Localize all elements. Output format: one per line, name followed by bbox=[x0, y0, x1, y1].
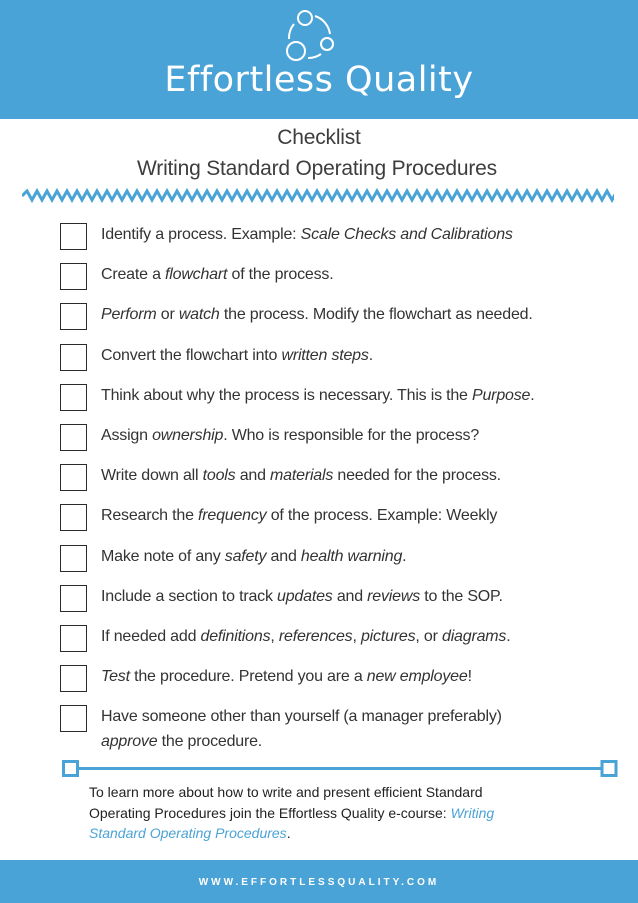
emphasis-text: written steps bbox=[281, 347, 369, 364]
checkbox[interactable] bbox=[60, 705, 87, 732]
emphasis-text: safety bbox=[224, 548, 267, 565]
text-segment: Convert the flowchart into bbox=[101, 347, 282, 364]
text-segment: or bbox=[156, 306, 179, 323]
emphasis-text: ownership bbox=[152, 427, 224, 444]
checklist-item-text bbox=[101, 423, 621, 448]
section-divider bbox=[62, 760, 618, 778]
text-segment: . bbox=[368, 347, 373, 364]
text-segment: . Who is responsible for the process? bbox=[223, 427, 480, 444]
brand-name: Effortless Quality bbox=[164, 60, 474, 100]
checklist-item-text bbox=[101, 262, 621, 287]
emphasis-text: Perform bbox=[101, 306, 157, 323]
course-promo-note bbox=[89, 782, 589, 844]
checkbox[interactable] bbox=[60, 344, 87, 371]
checkbox[interactable] bbox=[60, 625, 87, 652]
text-segment: , bbox=[352, 628, 361, 645]
text-segment: If needed add bbox=[101, 628, 201, 645]
emphasis-text: reviews bbox=[367, 588, 421, 605]
checkbox[interactable] bbox=[60, 585, 87, 612]
footer-bar bbox=[0, 860, 638, 903]
text-segment: Write down all bbox=[101, 467, 203, 484]
checklist-item-text bbox=[101, 383, 621, 408]
emphasis-text: updates bbox=[277, 588, 333, 605]
text-segment: the process. Modify the flowchart as needed. bbox=[219, 306, 533, 323]
checkbox[interactable] bbox=[60, 464, 87, 491]
checkbox[interactable] bbox=[60, 665, 87, 692]
checklist-item-text bbox=[101, 503, 621, 528]
title-subtitle: Writing Standard Operating Procedures bbox=[137, 157, 497, 180]
checkbox[interactable] bbox=[60, 303, 87, 330]
text-segment: of the process. Example: Weekly bbox=[266, 507, 498, 524]
text-segment: Research the bbox=[101, 507, 199, 524]
emphasis-text: pictures bbox=[360, 628, 416, 645]
emphasis-text: new employee bbox=[366, 668, 468, 685]
checklist-item-text bbox=[101, 624, 621, 649]
text-segment: Make note of any bbox=[101, 548, 225, 565]
emphasis-text: Scale Checks and Calibrations bbox=[300, 226, 513, 243]
checkbox[interactable] bbox=[60, 504, 87, 531]
text-segment: Identify a process. Example: bbox=[101, 226, 301, 243]
text-segment: ! bbox=[467, 668, 472, 685]
text-segment: needed for the process. bbox=[333, 467, 501, 484]
promo-line-1: To learn more about how to write and present efficient Standard bbox=[89, 784, 483, 800]
text-segment: Think about why the process is necessary. This is the bbox=[101, 387, 473, 404]
emphasis-text: Purpose bbox=[472, 387, 531, 404]
text-segment: . bbox=[402, 548, 407, 565]
connected-circles-logo-icon bbox=[280, 8, 340, 64]
checklist-item-text bbox=[101, 664, 621, 689]
checklist-item-text bbox=[101, 343, 621, 368]
checkbox[interactable] bbox=[60, 424, 87, 451]
checklist-item-text bbox=[101, 584, 621, 609]
document-title bbox=[0, 122, 638, 184]
text-segment: . bbox=[530, 387, 535, 404]
checkbox[interactable] bbox=[60, 384, 87, 411]
checklist-item-text bbox=[101, 544, 621, 569]
text-segment: . bbox=[506, 628, 511, 645]
course-link-part-2[interactable]: Standard Operating Procedures bbox=[89, 825, 287, 841]
text-segment: Assign bbox=[101, 427, 153, 444]
emphasis-text: tools bbox=[202, 467, 236, 484]
emphasis-text: watch bbox=[178, 306, 220, 323]
emphasis-text: materials bbox=[270, 467, 334, 484]
text-segment: the procedure. Pretend you are a bbox=[129, 668, 367, 685]
text-segment: and bbox=[235, 467, 271, 484]
header-banner bbox=[0, 0, 638, 119]
emphasis-text: approve bbox=[101, 733, 158, 750]
text-segment: the procedure. bbox=[157, 733, 263, 750]
text-segment: to the SOP. bbox=[420, 588, 503, 605]
website-url[interactable]: WWW.EFFORTLESSQUALITY.COM bbox=[198, 877, 440, 888]
text-segment: and bbox=[332, 588, 368, 605]
promo-period: . bbox=[286, 825, 291, 841]
promo-line-2: Operating Procedures join the Effortless Quality e-course: bbox=[89, 804, 451, 821]
checkbox[interactable] bbox=[60, 263, 87, 290]
wavy-divider bbox=[22, 186, 614, 206]
course-link-part-1[interactable]: Writing bbox=[450, 804, 495, 821]
emphasis-text: flowchart bbox=[165, 266, 228, 283]
checklist-item-text bbox=[101, 463, 621, 488]
emphasis-text: Test bbox=[101, 668, 130, 685]
checklist-item-text bbox=[101, 302, 621, 327]
emphasis-text: definitions bbox=[200, 628, 271, 645]
title-checklist: Checklist bbox=[277, 126, 361, 149]
text-segment: , bbox=[270, 628, 279, 645]
emphasis-text: diagrams bbox=[442, 628, 507, 645]
text-segment: of the process. bbox=[227, 266, 334, 283]
checkbox[interactable] bbox=[60, 545, 87, 572]
checklist-item-text bbox=[101, 704, 621, 754]
checklist-item-text bbox=[101, 222, 621, 247]
text-segment: Include a section to track bbox=[101, 588, 278, 605]
text-segment: Have someone other than yourself (a manager preferably) bbox=[101, 708, 502, 725]
emphasis-text: references bbox=[278, 628, 353, 645]
emphasis-text: health warning bbox=[300, 548, 403, 565]
emphasis-text: frequency bbox=[198, 507, 267, 524]
checkbox[interactable] bbox=[60, 223, 87, 250]
text-segment: , or bbox=[415, 628, 442, 645]
text-segment: Create a bbox=[101, 266, 166, 283]
text-segment: and bbox=[266, 548, 301, 565]
